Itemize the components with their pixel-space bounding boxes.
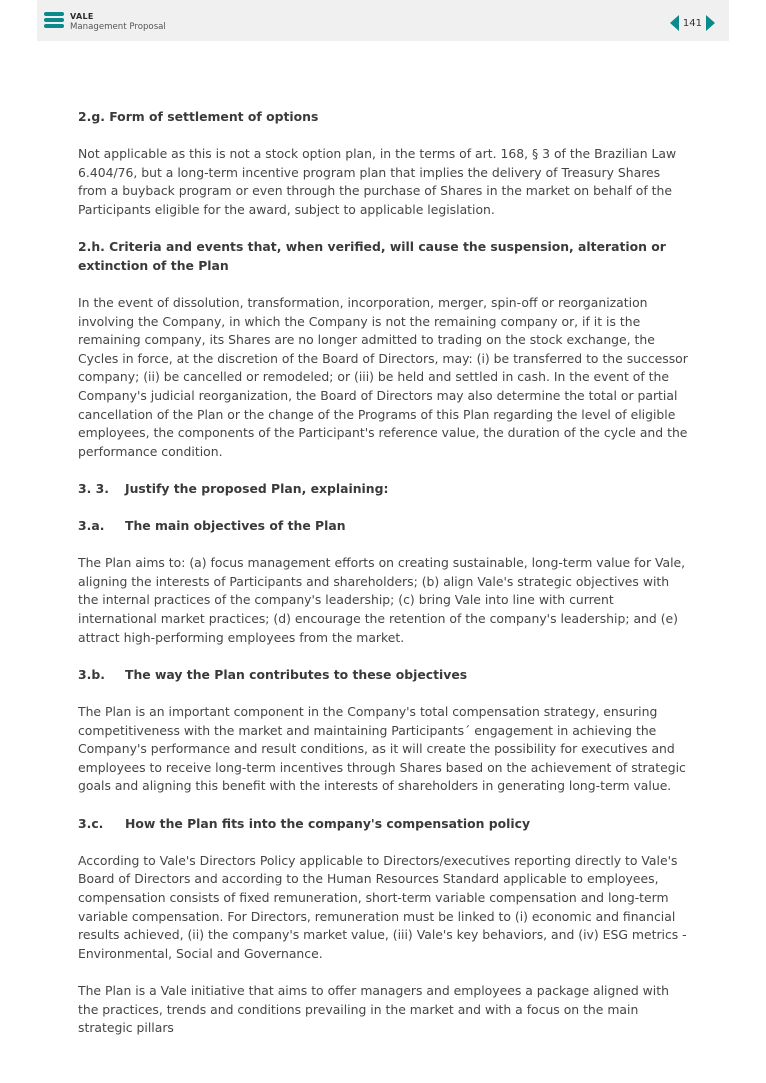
section-heading-3c [78,815,692,834]
previous-page-icon[interactable] [670,15,679,31]
paragraph-2h: In the event of dissolution, transformation, incorporation, merger, spin-off or reorganization involving the Company, in which the Company is not the remaining company or, if it is the remaining company, its Shares are no longer admitted to trading on the stock exchange, the Cycles in force, at the discretion of the Board of Directors, may: (i) be transferred to the successor company; (ii) be cancelled or remodeled; or (iii) be held and settled in cash. In the event of the Company's judicial reorganization, the Board of Directors may also determine the total or partial cancellation of the Plan or the change of the Programs of this Plan regarding the level of eligible employees, the components of the Participant's reference value, the duration of the cycle and the performance condition. [78,294,688,459]
section-title: How the Plan fits into the company's compensation policy [125,815,531,831]
section-heading-3 [78,480,692,499]
page-navigator [670,15,715,31]
section-heading-3b [78,666,692,685]
section-heading-2h: 2.h. Criteria and events that, when verified, will cause the suspension, alteration or extinction of the Plan [78,239,666,273]
section-title: The way the Plan contributes to these objectives [125,666,468,682]
document-body [78,108,692,1038]
section-number: 3.a. [78,518,105,534]
document-subtitle: Management Proposal [70,22,166,32]
paragraph-3b: The Plan is an important component in the Company's total compensation strategy, ensuring competitiveness with the market and maintaining Participants´ engagement in achieving the Company's performance and result conditions, as it will create the possibility for executives and employees to receive long-term incentives through Shares based on the achievement of strategic goals and aligning this benefit with the interests of shareholders in generating long-term value. [78,704,686,794]
section-heading-3a [78,517,692,536]
paragraph-3a: The Plan aims to: (a) focus management efforts on creating sustainable, long-term value for Vale, aligning the interests of Participants and shareholders; (b) align Vale's strategic objectives with the internal practices of the company's leadership; (c) bring Vale into line with current international market practices; (d) encourage the retention of the company's leadership; and (e) attract high-performing employees from the market. [78,555,686,645]
next-page-icon[interactable] [706,15,715,31]
paragraph-3c: According to Vale's Directors Policy applicable to Directors/executives reporting directly to Vale's Board of Directors and according to the Human Resources Standard applicable to employees, compensation consists of fixed remuneration, short-term variable compensation and long-term variable compensation. For Directors, remuneration must be linked to (i) economic and financial results achieved, (ii) the company's market value, (iii) Vale's key behaviors, and (iv) ESG metrics - Environmental, Social and Governance. [78,852,687,961]
brand-name: VALE [70,12,94,21]
menu-icon[interactable] [44,12,64,28]
top-header-bar [37,0,729,41]
section-number: 3.b. [78,666,105,682]
section-number: 3.c. [78,815,104,831]
section-title: The main objectives of the Plan [125,518,346,534]
page-number: 141 [682,17,702,29]
section-heading-2g: 2.g. Form of settlement of options [78,109,319,124]
paragraph-2g: Not applicable as this is not a stock option plan, in the terms of art. 168, § 3 of the Brazilian Law 6.404/76, but a long-term incentive program plan that implies the delivery of Treasury Shares from a buyback program or even through the purchase of Shares in the market on behalf of the Participants eligible for the award, subject to applicable legislation. [78,146,677,217]
section-title: Justify the proposed Plan, explaining: [125,480,389,496]
paragraph-3c-continued: The Plan is a Vale initiative that aims to offer managers and employees a package aligned with the practices, trends and conditions prevailing in the market and with a focus on the main strategic pillars [78,982,669,1036]
brand-block [70,11,166,33]
section-number: 3. 3. [78,480,109,496]
